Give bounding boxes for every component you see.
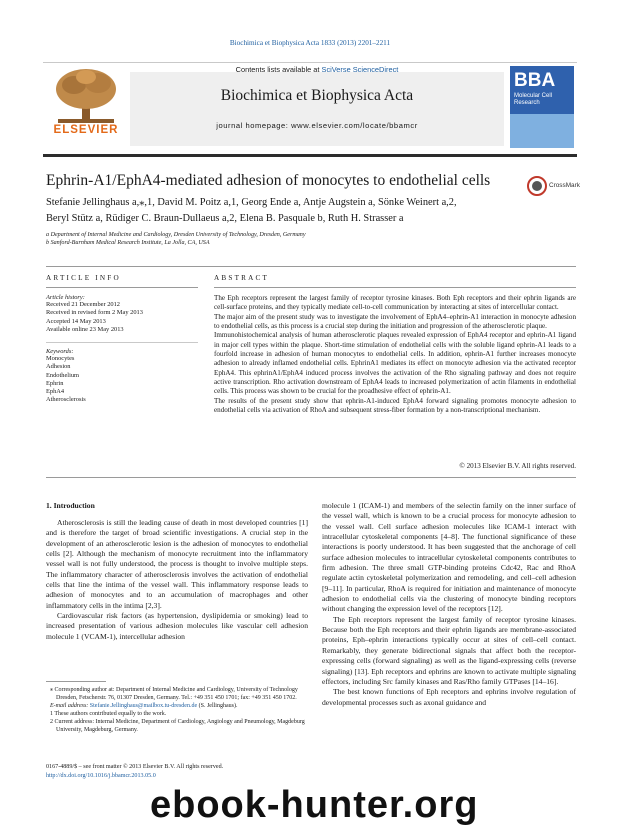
body-paragraph: Atherosclerosis is still the leading cause of death in most developed countries [1] and is therefore the target of broad scientific investigations. A crucial step in the development of an atherosclerotic lesion is the adhesion of monocytes to endothelial cells [2]. Although the mechanism of monocyte recruitment into the inflammatory vessel wall is not fully understood, the process is thought to involve multiple steps. The inflammatory character of atherosclerosis involves the activation of endothelial cells that line the intima of the vessel wall. This inflammatory response leads to adhesion of monocytes and to an accumulation of macrophages and other inflammatory cells in the intima [2,3]. [46, 518, 308, 610]
keywords-rule [46, 342, 198, 343]
journal-cover-image [510, 66, 574, 148]
cover-artwork [510, 114, 574, 148]
homepage-link[interactable]: www.elsevier.com/locate/bbamcr [291, 121, 418, 130]
keyword: EphA4 [46, 388, 65, 396]
journal-title: Biochimica et Biophysica Acta [220, 87, 414, 104]
abstract-paragraph: The major aim of the present study was to investigate the involvement of EphA4–ephrin-A1 interaction in monocyte adhesion to endothelial cells, as this process is a crucial step during the initiation and progression of the atherosclerotic plaque. [214, 312, 576, 331]
affiliation-b: b Sanford-Burnham Medical Research Institute, La Jolla, CA, USA [46, 240, 210, 246]
authors-line-2: Beryl Stütz a, Rüdiger C. Braun-Dullaeus a,2, Elena B. Pasquale b, Ruth H. Strasser a [46, 212, 404, 224]
body-paragraph: The best known functions of Eph receptors and ephrins involve regulation of developmental processes such as axonal guidance and [322, 687, 576, 707]
footnote-1: 1 These authors contributed equally to the work. [50, 711, 167, 717]
intro-right-column [322, 501, 576, 708]
footnote-2: 2 Current address: Internal Medicine, Department of Cardiology, Angiology and Pneumology, Magdeburg University, Magdeburg, Germany. [50, 719, 305, 733]
footnote-corresponding: ⁎ Corresponding author at: Department of Internal Medicine and Cardiology, University of Technology Dresden, Fetscherstr. 76, 01307 Dresden, Germany. Tel.: +49 351 450 1701; fax: +49 351 450 1702. [50, 687, 298, 701]
keywords [46, 348, 198, 405]
abstract-paragraph: Immunohistochemical analysis of human atherosclerotic plaques revealed expression of EphA4 receptor and ephrin-A1 ligand in major cell types within the plaque. Short-time stimulation of endothelial cells with the soluble ligand ephrin-A1 leads to a fourfold increase in adhesion of human monocytes to endothelial cells. In addition, ephrin-A1 further increases monocyte adhesion to already inflamed endothelial cells. EphrinA1 mediates its effect on monocyte adhesion via the activated receptor EphA4. This ephrinA1/EphA4 induced process involves the activation of the Rho signaling pathway and does not require active transcription. Rho activation downstream of EphA4 leads to increased polymerization of actin filaments in endothelial cells. This process was shown to be crucial for the proadhesive effect of ephrin-A1. [214, 331, 576, 396]
author-list [46, 195, 526, 226]
body-paragraph: The Eph receptors represent the largest family of receptor tyrosine kinases. Because both the Eph receptors and their ephrin ligands are membrane-associated proteins, Eph–ephrin interactions typically occur at sites of cell–cell contact. Remarkably, they generate bidirectional signals that affect both the receptor-expressing cells (forward signaling) as well as the ligand-expressing cells (reverse signaling) [13]. Eph receptors and ephrins are known to activate multiple signaling effectors, including Src family kinases and Ras/Rho family GTPases [14–16]. [322, 614, 576, 686]
contents-prefix: Contents lists available at [235, 65, 322, 74]
history-item: Received in revised form 2 May 2013 [46, 309, 143, 317]
affiliation-a: a Department of Internal Medicine and Cardiology, Dresden University of Technology, Dresden, Germany [46, 232, 306, 238]
intro-left-column [46, 518, 308, 642]
cover-title: BBA [514, 70, 556, 91]
keyword: Atherosclerosis [46, 396, 86, 404]
crossmark-button[interactable] [527, 174, 580, 198]
sciencedirect-link[interactable]: SciVerse ScienceDirect [321, 65, 399, 74]
keyword: Adhesion [46, 363, 71, 371]
keyword: Endothelium [46, 371, 80, 379]
abstract-paragraph: The Eph receptors represent the largest family of receptor tyrosine kinases. Both Eph receptors and their ephrin ligands are cell-surface proteins, and they typically mediate cell-to-cell communication by interacting at sites of intercellular contact. [214, 294, 576, 312]
history-item: Received 21 December 2012 [46, 301, 120, 308]
watermark-text: ebook-hunter.org [150, 784, 479, 826]
footnotes [46, 686, 308, 734]
email-link[interactable]: Stefanie.Jellinghaus@mailbox.tu-dresden.de [89, 703, 198, 709]
history-label: Article history: [46, 294, 85, 301]
abstract-heading-rule [214, 287, 576, 288]
keywords-label: Keywords: [46, 348, 74, 355]
elsevier-wordmark: ELSEVIER [53, 124, 119, 136]
article-title: Ephrin-A1/EphA4-mediated adhesion of monocytes to endothelial cells [46, 172, 491, 189]
abstract-copyright: © 2013 Elsevier B.V. All rights reserved. [459, 462, 576, 470]
issn-line: 0167-4889/$ – see front matter © 2013 Elsevier B.V. All rights reserved. [46, 764, 224, 770]
crossmark-icon [527, 176, 547, 196]
body-paragraph: molecule 1 (ICAM-1) and members of the selectin family on the inner surface of the vessel wall, which is known to be a crucial process for monocyte adhesion to the vessel wall. Cell surface adhesion molecules like ICAM-1 interact with intracellular cytoskeletal components [4–8]. The functional significance of these interactions is poorly understood. It has been suggested that the anchorage of cell surface adhesion molecules to intracellular cytoskeletal components contributes to firm adhesion. The three small GTP-binding proteins Cdc42, Rac and RhoA regulate actin cytoskeletal polymerization and remodeling, and cell–cell adhesion [9–11]. In particular, RhoA is required for initiation and maintenance of monocyte adhesion to endothelial cells via the clustering of monocyte binding receptors without changing the expression level of the receptors [12]. [322, 501, 576, 614]
homepage-prefix: journal homepage: [216, 121, 292, 130]
article-info-heading: ARTICLE INFO [46, 274, 121, 282]
header-bottom-rule [43, 154, 577, 157]
cover-subtitle-1: Molecular Cell [514, 93, 553, 99]
abstract-bottom-rule [46, 477, 576, 478]
email-suffix: (S. Jellinghaus). [197, 703, 238, 709]
info-heading-rule [46, 287, 198, 288]
cover-subtitle-2: Research [514, 100, 540, 106]
crossmark-label: CrossMark [549, 182, 580, 189]
authors-line-1: Stefanie Jellinghaus a,⁎,1, David M. Poitz a,1, Georg Ende a, Antje Augstein a, Sönke Weinert a,2, [46, 197, 457, 208]
email-label: E-mail address: [50, 703, 90, 709]
keyword: Ephrin [46, 379, 64, 387]
front-matter [46, 763, 223, 780]
header-band [130, 72, 504, 146]
history-item: Accepted 14 May 2013 [46, 317, 106, 325]
doi-link[interactable]: http://dx.doi.org/10.1016/j.bbamcr.2013.05.0 [46, 772, 156, 779]
homepage-line [130, 121, 504, 130]
info-top-rule [46, 266, 576, 267]
contents-line [130, 65, 504, 74]
intro-heading: 1. Introduction [46, 501, 95, 510]
body-paragraph: Cardiovascular risk factors (as hypertension, dyslipidemia or smoking) lead to increased presentation of various adhesion molecules like vascular cell adhesion molecule 1 (VCAM-1), intercellular adhesion [46, 611, 308, 641]
abstract-paragraph: The results of the present study show that ephrin-A1-induced EphA4 forward signaling promotes monocyte adhesion to endothelial cells via activation of RhoA and subsequent stress-fiber formation by a non-transcriptional mechanism. [214, 396, 576, 415]
footnote-rule [46, 681, 106, 682]
history-item: Available online 23 May 2013 [46, 325, 124, 333]
article-history [46, 294, 198, 334]
footnote-email [46, 702, 308, 710]
header-top-rule [43, 62, 577, 63]
abstract-heading: ABSTRACT [214, 274, 270, 282]
abstract-body [214, 294, 576, 415]
journal-reference[interactable]: Biochimica et Biophysica Acta 1833 (2013) 2201–2211 [229, 39, 391, 47]
keyword: Monocytes [46, 355, 75, 362]
